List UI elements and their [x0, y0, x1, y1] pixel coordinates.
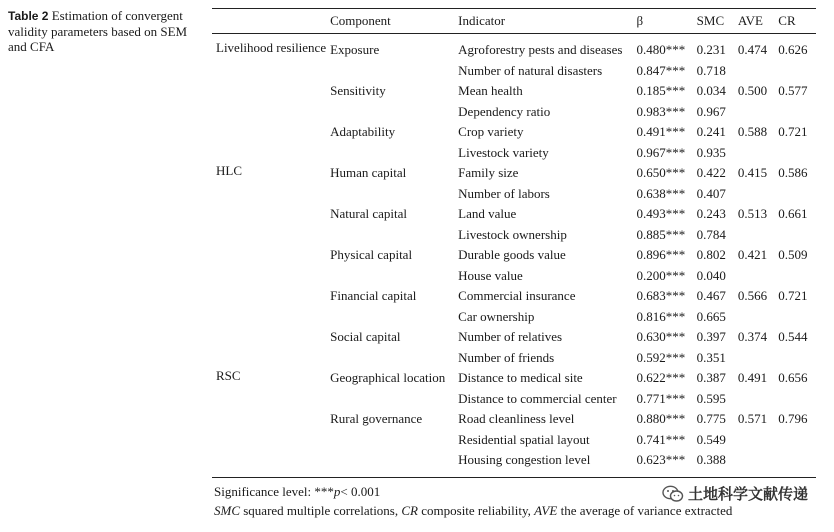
cell-component — [326, 430, 454, 451]
table-row — [212, 143, 816, 164]
cell-ave: 0.588 — [737, 124, 768, 139]
cell-indicator: Livestock variety — [458, 144, 549, 160]
cell-beta: 0.885*** — [636, 226, 686, 242]
cell-smc: 0.718 — [696, 62, 726, 78]
cell-ave: 0.474 — [737, 42, 768, 57]
cell-indicator: Durable goods value — [458, 247, 566, 262]
cell-component: Social capital — [330, 329, 401, 344]
cell-indicator: Housing congestion level — [454, 450, 632, 477]
cell-indicator: Commercial insurance — [458, 288, 576, 303]
cell-component — [326, 389, 454, 410]
header-dimension — [212, 9, 326, 34]
cell-ave — [734, 307, 774, 328]
abbr-smc-text: squared multiple correlations, — [240, 503, 402, 518]
cell-component — [326, 450, 454, 477]
cell-dimension: RSC — [216, 368, 241, 383]
table-header-row — [212, 9, 816, 34]
cell-beta: 0.493*** — [636, 206, 686, 221]
cell-indicator: Number of friends — [458, 349, 555, 365]
cell-ave — [734, 143, 774, 164]
cell-component — [326, 266, 454, 287]
cell-dimension — [212, 327, 326, 348]
cell-smc: 0.034 — [696, 83, 726, 98]
table-row — [212, 348, 816, 369]
cell-smc: 0.040 — [696, 267, 726, 283]
cell-beta: 0.650*** — [636, 165, 686, 180]
cell-ave — [734, 61, 774, 82]
cell-beta: 0.622*** — [636, 370, 686, 385]
cell-indicator: Distance to commercial center — [458, 390, 617, 406]
significance-prefix: Significance level: *** — [214, 484, 334, 499]
cell-dimension — [212, 348, 326, 369]
header-ave: AVE — [734, 9, 774, 34]
cell-cr — [774, 450, 816, 477]
cell-dimension — [212, 122, 326, 143]
cell-component — [326, 61, 454, 82]
cell-indicator: Road cleanliness level — [458, 411, 575, 426]
cell-component: Sensitivity — [330, 83, 386, 98]
table-row — [212, 61, 816, 82]
cell-cr: 0.577 — [778, 83, 808, 98]
cell-dimension — [212, 225, 326, 246]
cell-indicator: Dependency ratio — [458, 103, 551, 119]
table-body — [212, 34, 816, 478]
wechat-icon — [662, 485, 684, 503]
cell-indicator: House value — [458, 267, 523, 283]
cell-ave: 0.571 — [737, 411, 768, 426]
cell-indicator: Car ownership — [458, 308, 535, 324]
cell-cr: 0.796 — [778, 411, 808, 426]
cell-ave — [734, 225, 774, 246]
cell-indicator: Land value — [458, 206, 517, 221]
cell-dimension — [212, 286, 326, 307]
cell-indicator: Mean health — [458, 83, 523, 98]
cell-indicator: Number of natural disasters — [458, 62, 603, 78]
cell-ave: 0.513 — [737, 206, 768, 221]
cell-cr: 0.509 — [778, 247, 808, 262]
cell-cr — [774, 184, 816, 205]
cell-dimension — [212, 307, 326, 328]
table-row — [212, 184, 816, 205]
cell-cr: 0.656 — [778, 370, 808, 385]
cell-component: Geographical location — [330, 370, 446, 385]
cell-smc: 0.467 — [696, 288, 726, 303]
header-smc: SMC — [693, 9, 734, 34]
table-caption-text: Estimation of convergent validity parameters based on SEM and CFA — [8, 8, 188, 54]
cell-smc: 0.407 — [696, 185, 726, 201]
cell-ave: 0.421 — [737, 247, 768, 262]
cell-cr — [774, 307, 816, 328]
cell-cr: 0.661 — [778, 206, 808, 221]
cell-cr: 0.721 — [778, 288, 808, 303]
cell-smc: 0.935 — [696, 144, 726, 160]
cell-indicator: Agroforestry pests and diseases — [458, 42, 623, 57]
cell-ave: 0.566 — [737, 288, 768, 303]
table-row — [212, 389, 816, 410]
cell-indicator: Number of labors — [458, 185, 550, 201]
cell-beta: 0.847*** — [636, 62, 686, 78]
cell-smc: 0.397 — [696, 329, 726, 344]
cell-ave — [734, 450, 774, 477]
table-row — [212, 122, 816, 143]
abbr-cr: CR — [401, 503, 418, 518]
cell-dimension: Livelihood resilience — [216, 40, 327, 55]
cell-cr — [774, 143, 816, 164]
cell-ave — [734, 348, 774, 369]
cell-beta: 0.880*** — [636, 411, 686, 426]
table-row — [212, 102, 816, 123]
cell-smc: 0.665 — [696, 308, 726, 324]
abbr-cr-text: composite reliability, — [418, 503, 535, 518]
cell-indicator: Residential spatial layout — [458, 431, 590, 447]
cell-component — [326, 225, 454, 246]
table-row — [212, 409, 816, 430]
cell-dimension — [212, 450, 326, 477]
cell-ave — [734, 389, 774, 410]
header-cr: CR — [774, 9, 816, 34]
cell-indicator: Livestock ownership — [458, 226, 567, 242]
cell-dimension — [212, 430, 326, 451]
table-row — [212, 163, 816, 184]
table-row — [212, 34, 816, 61]
cell-cr: 0.544 — [778, 329, 808, 344]
table-row — [212, 430, 816, 451]
validity-table — [212, 8, 816, 478]
cell-ave: 0.500 — [737, 83, 768, 98]
header-indicator: Indicator — [454, 9, 632, 34]
cell-beta: 0.185*** — [636, 83, 686, 98]
cell-dimension — [212, 389, 326, 410]
table-row — [212, 307, 816, 328]
cell-cr — [774, 225, 816, 246]
cell-ave — [734, 266, 774, 287]
cell-cr — [774, 348, 816, 369]
cell-ave — [734, 102, 774, 123]
cell-component: Rural governance — [330, 411, 423, 426]
table-row — [212, 286, 816, 307]
cell-indicator: Number of relatives — [458, 329, 563, 344]
cell-smc: 0.775 — [696, 411, 726, 426]
cell-beta: 0.771*** — [636, 390, 686, 406]
cell-smc: 0.802 — [696, 247, 726, 262]
cell-component — [326, 184, 454, 205]
cell-ave — [734, 430, 774, 451]
cell-component — [326, 143, 454, 164]
cell-component: Physical capital — [330, 247, 413, 262]
cell-dimension — [212, 61, 326, 82]
cell-smc: 0.351 — [696, 349, 726, 365]
table-row — [212, 81, 816, 102]
cell-component: Financial capital — [330, 288, 417, 303]
cell-cr — [774, 389, 816, 410]
cell-beta: 0.896*** — [636, 247, 686, 262]
cell-beta: 0.491*** — [636, 124, 686, 139]
cell-dimension — [212, 143, 326, 164]
table-row — [212, 266, 816, 287]
cell-component: Adaptability — [330, 124, 396, 139]
cell-cr — [774, 266, 816, 287]
watermark — [662, 483, 808, 504]
cell-beta: 0.623*** — [633, 450, 693, 477]
cell-smc: 0.549 — [696, 431, 726, 447]
table-row — [212, 368, 816, 389]
cell-cr — [774, 61, 816, 82]
table-row — [212, 327, 816, 348]
cell-beta: 0.683*** — [636, 288, 686, 303]
cell-dimension — [212, 266, 326, 287]
cell-smc: 0.784 — [696, 226, 726, 242]
header-beta: β — [633, 9, 693, 34]
cell-dimension — [212, 409, 326, 430]
cell-cr: 0.721 — [778, 124, 808, 139]
abbr-ave: AVE — [534, 503, 558, 518]
cell-ave: 0.491 — [737, 370, 768, 385]
cell-beta: 0.967*** — [636, 144, 686, 160]
cell-component — [326, 307, 454, 328]
abbr-smc: SMC — [214, 503, 240, 518]
cell-beta: 0.592*** — [636, 349, 686, 365]
significance-suffix: < 0.001 — [340, 484, 381, 499]
cell-beta: 0.983*** — [636, 103, 686, 119]
header-component: Component — [326, 9, 454, 34]
cell-beta: 0.816*** — [636, 308, 686, 324]
cell-dimension — [212, 204, 326, 225]
cell-smc: 0.231 — [696, 42, 726, 57]
cell-cr: 0.586 — [778, 165, 808, 180]
watermark-text: 土地科学文献传递 — [687, 485, 808, 503]
cell-ave: 0.415 — [737, 165, 768, 180]
abbr-ave-text: the average of variance extracted — [557, 503, 733, 518]
cell-component: Exposure — [330, 42, 380, 57]
cell-beta: 0.630*** — [636, 329, 686, 344]
cell-beta: 0.200*** — [636, 267, 686, 283]
cell-beta: 0.480*** — [636, 42, 686, 57]
cell-smc: 0.967 — [696, 103, 726, 119]
significance-p: p — [333, 484, 341, 499]
cell-dimension — [212, 102, 326, 123]
cell-cr: 0.626 — [778, 42, 808, 57]
cell-component — [326, 102, 454, 123]
cell-indicator: Distance to medical site — [458, 370, 583, 385]
cell-smc: 0.241 — [696, 124, 726, 139]
cell-smc: 0.243 — [696, 206, 726, 221]
cell-indicator: Crop variety — [458, 124, 524, 139]
cell-cr — [774, 430, 816, 451]
cell-component: Human capital — [330, 165, 407, 180]
table-row — [212, 450, 816, 477]
table-caption — [8, 8, 204, 54]
cell-dimension — [212, 81, 326, 102]
table-row — [212, 204, 816, 225]
cell-dimension — [212, 184, 326, 205]
table-row — [212, 245, 816, 266]
cell-component — [326, 348, 454, 369]
table-row — [212, 225, 816, 246]
table-label: Table 2 — [8, 9, 49, 23]
cell-beta: 0.638*** — [636, 185, 686, 201]
cell-smc: 0.595 — [696, 390, 726, 406]
cell-ave: 0.374 — [737, 329, 768, 344]
cell-cr — [774, 102, 816, 123]
cell-smc: 0.387 — [696, 370, 726, 385]
cell-ave — [734, 184, 774, 205]
cell-smc: 0.388 — [693, 450, 734, 477]
cell-beta: 0.741*** — [636, 431, 686, 447]
cell-dimension: HLC — [216, 163, 242, 178]
cell-indicator: Family size — [458, 165, 519, 180]
cell-component: Natural capital — [330, 206, 407, 221]
cell-dimension — [212, 245, 326, 266]
cell-smc: 0.422 — [696, 165, 726, 180]
